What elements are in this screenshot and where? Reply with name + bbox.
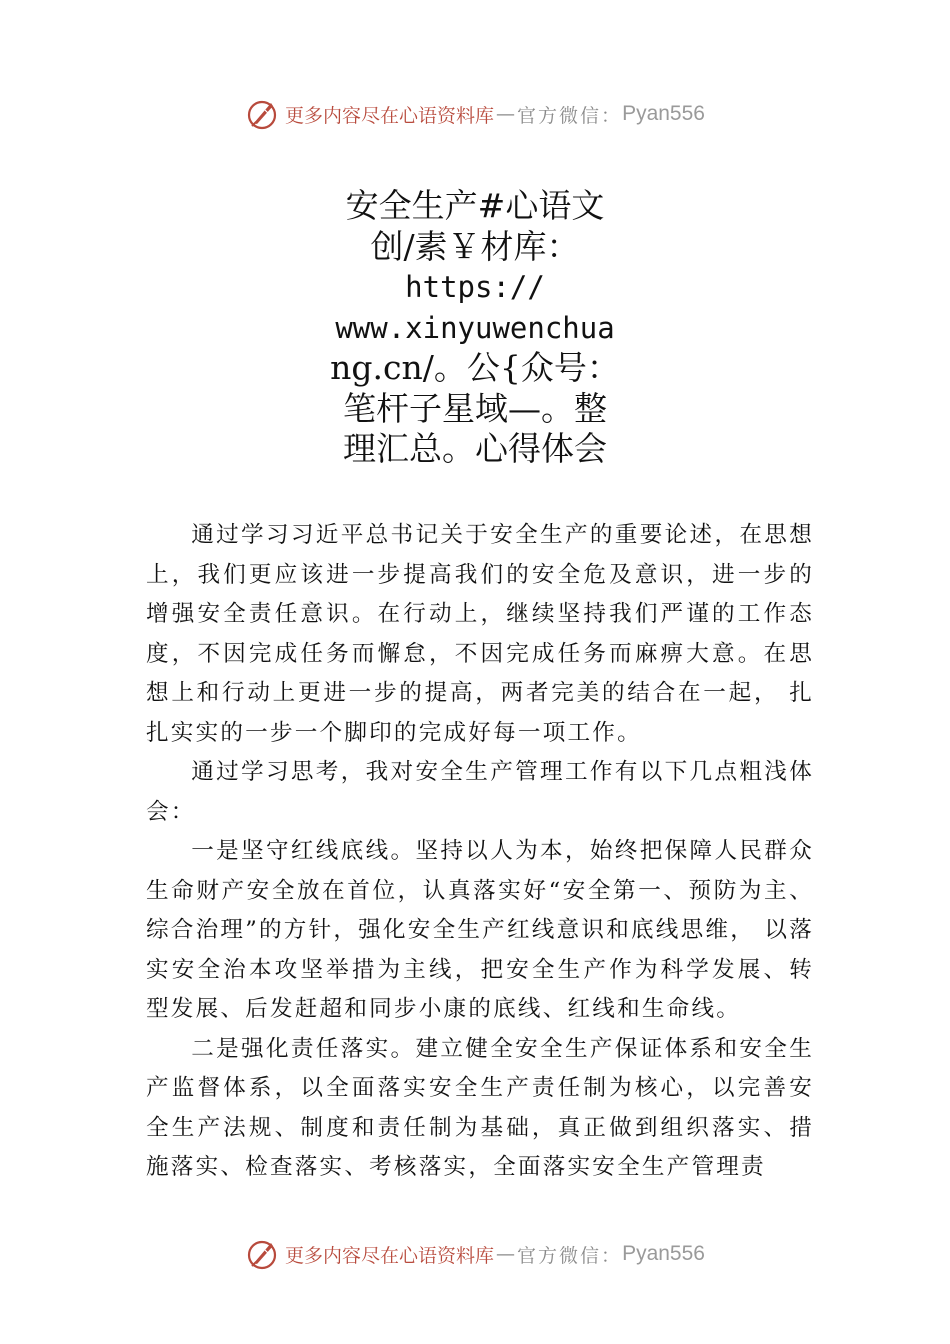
banner-wechat-id: Pyan556 xyxy=(622,102,705,125)
banner-wechat-label: 官方微信： xyxy=(517,104,623,127)
header-watermark-banner xyxy=(0,94,950,134)
body-paragraph: 通过学习思考，我对安全生产管理工作有以下几点粗浅体会： xyxy=(146,759,814,825)
body-paragraph: 通过学习习近平总书记关于安全生产的重要论述，在思想上，我们更应该进一步提高我们的安全危及意识，进一步的增强安全责任意识。在行动上，继续坚持我们严谨的工作态度，不因完成任务而懈怠，不因完成任务而麻痹大意。在思想上和行动上更进一步的提高，两者完美的结合在一起， 扎扎实实的一步一个脚印的完成好每一项工作。 xyxy=(146,522,814,746)
document-body xyxy=(146,516,814,1188)
body-paragraph: 一是坚守红线底线。坚持以人为本，始终把保障人民群众生命财产安全放在首位，认真落实好“安全第一、预防为主、综合治理”的方针，强化安全生产红线意识和底线思维， 以落实安全治本攻坚举措为主线，把安全生产作为科学发展、转型发展、后发赶超和同步小康的底线、红线和生命线。 xyxy=(146,838,814,1022)
title-line: www.xinyuwenchua xyxy=(335,310,615,345)
banner-wechat-label: 官方微信： xyxy=(517,1244,623,1267)
banner-wechat-id: Pyan556 xyxy=(622,1242,705,1265)
banner-separator: — xyxy=(496,1243,516,1265)
banner-brand-text: 更多内容尽在心语资料库 xyxy=(285,1244,495,1267)
body-paragraph: 二是强化责任落实。建立健全安全生产保证体系和安全生产监督体系，以全面落实安全生产责任制为核心，以完善安全生产法规、制度和责任制为基础，真正做到组织落实、措施落实、检查落实、考核落实，全面落实安全生产管理责 xyxy=(146,1035,814,1180)
quill-logo-icon xyxy=(245,97,279,131)
document-title xyxy=(0,186,950,470)
banner-separator: — xyxy=(496,103,516,125)
title-line: 安全生产#心语文 xyxy=(345,186,605,225)
banner-brand-text: 更多内容尽在心语资料库 xyxy=(285,104,495,127)
title-line: 理汇总。心得体会 xyxy=(343,429,607,468)
quill-logo-icon xyxy=(245,1237,279,1271)
title-line: ng.cn/。公{众号： xyxy=(330,348,620,387)
title-line: 笔杆子星域—。整 xyxy=(343,388,607,428)
footer-watermark-banner xyxy=(0,1234,950,1274)
title-line: https:// xyxy=(405,270,545,304)
title-line: 创/素￥材库： xyxy=(370,226,580,266)
